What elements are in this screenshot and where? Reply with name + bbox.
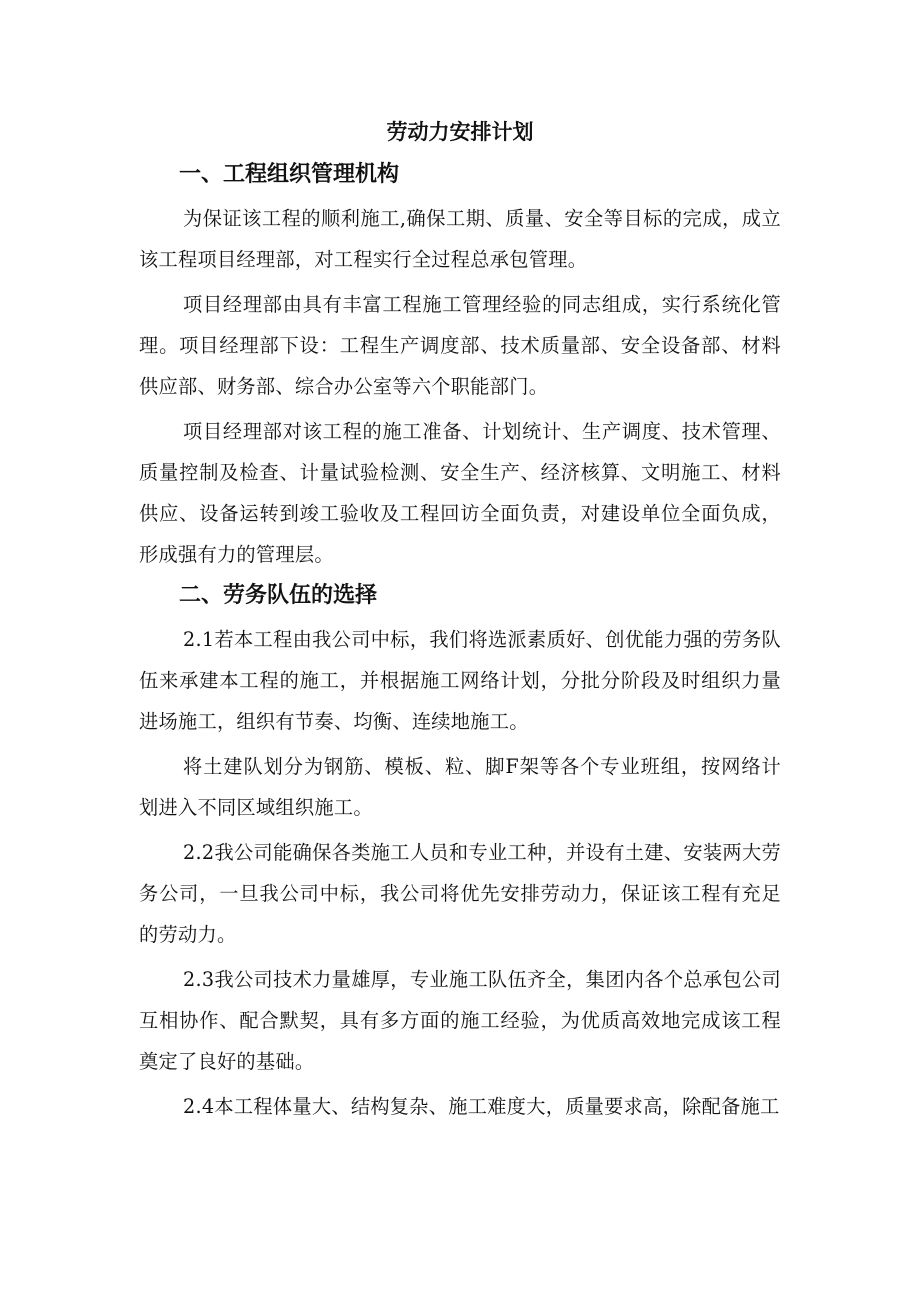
paragraph: 2.3我公司技术力量雄厚，专业施工队伍齐全，集团内各个总承包公司互相协作、配合默契，具有多方面的施工经验，为优质高效地完成该工程奠定了良好的基础。 — [139, 968, 781, 1073]
paragraph: 2.1若本工程由我公司中标，我们将选派素质好、创优能力强的劳务队伍来承建本工程的施工，并根据施工网络计划，分批分阶段及时组织力量进场施工，组织有节奏、均衡、连续地施工。 — [139, 628, 781, 733]
paragraph: 为保证该工程的顺利施工,确保工期、质量、安全等目标的完成，成立该工程项目经理部，对工程实行全过程总承包管理。 — [139, 207, 781, 271]
section-heading-organization: 一、工程组织管理机构 — [179, 162, 400, 187]
paragraph: 项目经理部由具有丰富工程施工管理经验的同志组成，实行系统化管理。项目经理部下设：工程生产调度部、技术质量部、安全设备部、材料供应部、财务部、综合办公室等六个职能部门。 — [139, 293, 781, 398]
section-heading-labor-team: 二、劳务队伍的选择 — [179, 583, 378, 608]
document-body — [139, 116, 781, 1131]
paragraph: 2.4本工程体量大、结构复杂、施工难度大，质量要求高，除配备施工 — [183, 1095, 780, 1118]
paragraph: 项目经理部对该工程的施工准备、计划统计、生产调度、技术管理、质量控制及检查、计量试验检测、安全生产、经济核算、文明施工、材料供应、设备运转到竣工验收及工程回访全面负责，对建设单位全面负成，形成强有力的管理层。 — [139, 420, 781, 566]
paragraph: 将土建队划分为钢筋、模板、粒、脚F架等各个专业班组，按网络计划进入不同区域组织施工。 — [139, 755, 781, 819]
document-title: 劳动力安排计划 — [386, 120, 534, 144]
paragraph: 2.2我公司能确保各类施工人员和专业工种，并设有土建、安装两大劳务公司，一旦我公司中标，我公司将优先安排劳动力，保证该工程有充足的劳动力。 — [139, 841, 781, 946]
